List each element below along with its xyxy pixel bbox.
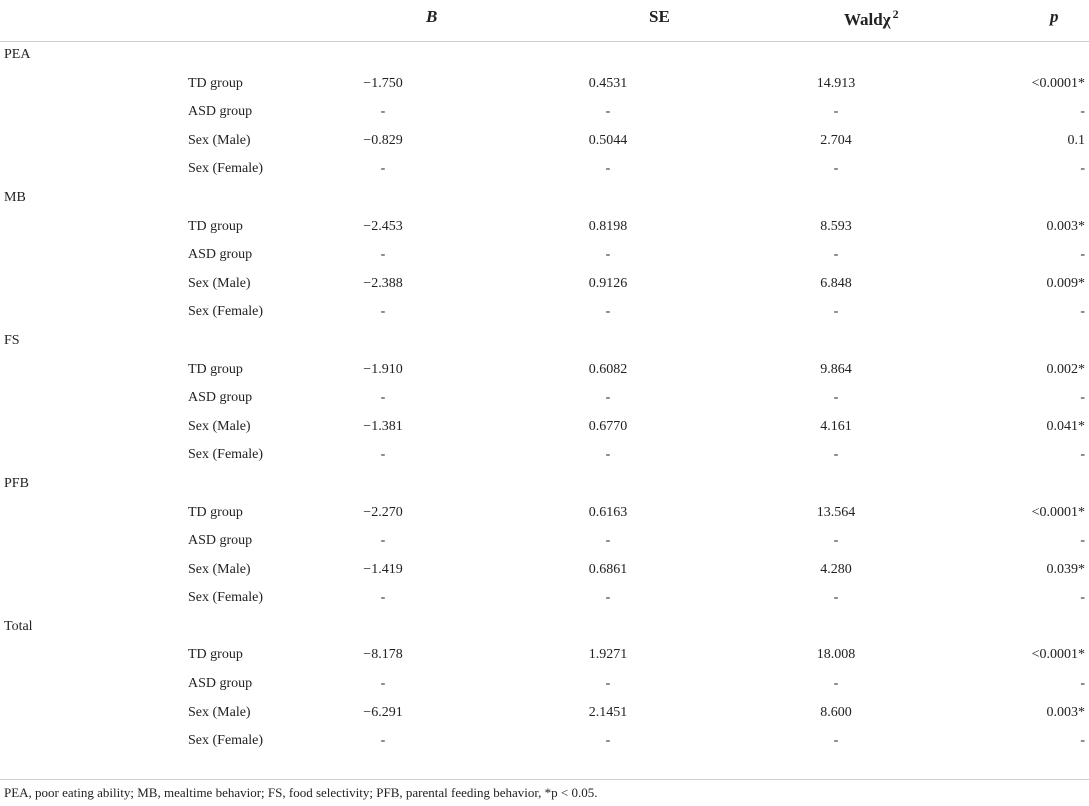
cell-p: - <box>1080 676 1085 692</box>
cell-b: −6.291 <box>363 704 403 720</box>
cell-wald: - <box>833 304 839 320</box>
cell-p: - <box>1080 161 1085 177</box>
cell-wald: 18.008 <box>816 647 856 663</box>
cell-b: −1.750 <box>363 75 403 91</box>
cell-se: 0.6082 <box>588 361 628 377</box>
header-wald <box>844 7 899 30</box>
cell-se: - <box>605 247 611 263</box>
cell-se: - <box>605 390 611 406</box>
cell-wald: 14.913 <box>816 75 856 91</box>
cell-wald: - <box>833 590 839 606</box>
cell-b: - <box>380 447 386 463</box>
cell-se: 2.1451 <box>588 704 628 720</box>
cell-wald: 4.161 <box>820 418 852 434</box>
cell-se: - <box>605 676 611 692</box>
cell-wald: - <box>833 733 839 749</box>
cell-se: 0.9126 <box>588 275 628 291</box>
group-row <box>0 42 1089 71</box>
table-row <box>0 728 1089 757</box>
table-row <box>0 156 1089 185</box>
cell-b: - <box>380 533 386 549</box>
cell-se: 0.4531 <box>588 75 628 91</box>
cell-b: - <box>380 676 386 692</box>
row-label: TD group <box>188 504 243 520</box>
row-label: Sex (Female) <box>188 304 264 320</box>
cell-p: 0.003* <box>1046 218 1085 234</box>
row-label: TD group <box>188 218 243 234</box>
cell-p: 0.041* <box>1046 418 1085 434</box>
group-label: PEA <box>4 47 31 62</box>
cell-se: - <box>605 104 611 120</box>
group-label: PFB <box>4 475 29 491</box>
row-label: ASD group <box>188 533 253 549</box>
cell-wald: 13.564 <box>816 504 856 520</box>
cell-se: - <box>605 447 611 463</box>
table-row <box>0 71 1089 100</box>
group-row <box>0 328 1089 357</box>
cell-b: −0.829 <box>363 132 403 148</box>
cell-wald: - <box>833 533 839 549</box>
cell-wald: 6.848 <box>820 275 852 291</box>
cell-b: −1.419 <box>363 561 403 577</box>
cell-se: 0.6163 <box>588 504 628 520</box>
group-row <box>0 471 1089 500</box>
header-b: B <box>426 7 438 26</box>
group-row <box>0 185 1089 214</box>
row-label: Sex (Female) <box>188 161 264 177</box>
cell-p: <0.0001* <box>1031 647 1085 663</box>
header-wald-sup: 2 <box>892 7 899 21</box>
table-row <box>0 271 1089 300</box>
cell-se: 0.5044 <box>588 132 628 148</box>
table-row <box>0 357 1089 386</box>
cell-se: 1.9271 <box>588 647 628 663</box>
cell-p: - <box>1080 304 1085 320</box>
cell-p: - <box>1080 390 1085 406</box>
cell-b: −1.910 <box>363 361 403 377</box>
cell-b: −8.178 <box>363 647 403 663</box>
table-row <box>0 128 1089 157</box>
row-label: TD group <box>188 361 243 377</box>
group-label: FS <box>4 332 20 348</box>
group-label: Total <box>4 618 33 634</box>
cell-se: - <box>605 304 611 320</box>
table-row <box>0 99 1089 128</box>
cell-b: - <box>380 104 386 120</box>
row-label: Sex (Female) <box>188 590 264 606</box>
cell-se: 0.8198 <box>588 218 628 234</box>
cell-wald: 4.280 <box>820 561 852 577</box>
cell-b: - <box>380 161 386 177</box>
cell-b: −2.388 <box>363 275 403 291</box>
table-header <box>0 0 1089 42</box>
group-label: MB <box>4 189 26 205</box>
cell-p: 0.009* <box>1046 275 1085 291</box>
table-row <box>0 585 1089 614</box>
table-row <box>0 700 1089 729</box>
row-label: TD group <box>188 647 243 663</box>
cell-p: - <box>1080 104 1085 120</box>
cell-wald: 2.704 <box>820 132 852 148</box>
cell-p: - <box>1080 590 1085 606</box>
cell-wald: 9.864 <box>820 361 852 377</box>
table-row <box>0 671 1089 700</box>
row-label: ASD group <box>188 676 253 692</box>
row-label: Sex (Male) <box>188 418 251 434</box>
row-label: Sex (Male) <box>188 561 251 577</box>
cell-se: 0.6770 <box>588 418 628 434</box>
cell-p: - <box>1080 447 1085 463</box>
table-row <box>0 385 1089 414</box>
table-row <box>0 214 1089 243</box>
row-label: Sex (Male) <box>188 275 251 291</box>
cell-p: - <box>1080 733 1085 749</box>
cell-wald: 8.600 <box>820 704 852 720</box>
cell-b: −2.270 <box>363 504 403 520</box>
cell-p: 0.002* <box>1046 361 1085 377</box>
cell-p: 0.039* <box>1046 561 1085 577</box>
table-row <box>0 414 1089 443</box>
table-row <box>0 442 1089 471</box>
table-row <box>0 299 1089 328</box>
cell-b: −2.453 <box>363 218 403 234</box>
table-body <box>0 42 1089 757</box>
cell-b: - <box>380 590 386 606</box>
cell-p: 0.003* <box>1046 704 1085 720</box>
cell-p: 0.1 <box>1067 132 1085 148</box>
cell-wald: - <box>833 104 839 120</box>
cell-b: - <box>380 247 386 263</box>
header-p: p <box>1050 7 1059 26</box>
cell-b: - <box>380 304 386 320</box>
row-label: Sex (Male) <box>188 132 251 148</box>
cell-p: - <box>1080 247 1085 263</box>
cell-b: −1.381 <box>363 418 403 434</box>
cell-wald: - <box>833 161 839 177</box>
table-row <box>0 642 1089 671</box>
cell-p: <0.0001* <box>1031 75 1085 91</box>
row-label: Sex (Male) <box>188 704 251 720</box>
cell-se: - <box>605 590 611 606</box>
cell-se: - <box>605 161 611 177</box>
cell-se: - <box>605 733 611 749</box>
row-label: ASD group <box>188 247 253 263</box>
cell-wald: - <box>833 247 839 263</box>
cell-wald: 8.593 <box>820 218 852 234</box>
cell-se: 0.6861 <box>588 561 628 577</box>
cell-wald: - <box>833 390 839 406</box>
row-label: ASD group <box>188 390 253 406</box>
header-wald-text: Waldχ <box>844 10 891 29</box>
cell-wald: - <box>833 676 839 692</box>
cell-wald: - <box>833 447 839 463</box>
table-row <box>0 500 1089 529</box>
row-label: Sex (Female) <box>188 447 264 463</box>
row-label: ASD group <box>188 104 253 120</box>
cell-p: - <box>1080 533 1085 549</box>
cell-b: - <box>380 733 386 749</box>
row-label: TD group <box>188 75 243 91</box>
cell-se: - <box>605 533 611 549</box>
table-bottom-rule <box>0 779 1089 780</box>
cell-p: <0.0001* <box>1031 504 1085 520</box>
table-row <box>0 557 1089 586</box>
cell-b: - <box>380 390 386 406</box>
table-footnote: PEA, poor eating ability; MB, mealtime behavior; FS, food selectivity; PFB, parental feeding behavior, *p < 0.05. <box>4 785 598 800</box>
row-label: Sex (Female) <box>188 733 264 749</box>
table-row <box>0 528 1089 557</box>
header-se: SE <box>649 7 670 26</box>
table-row <box>0 242 1089 271</box>
group-row <box>0 614 1089 643</box>
